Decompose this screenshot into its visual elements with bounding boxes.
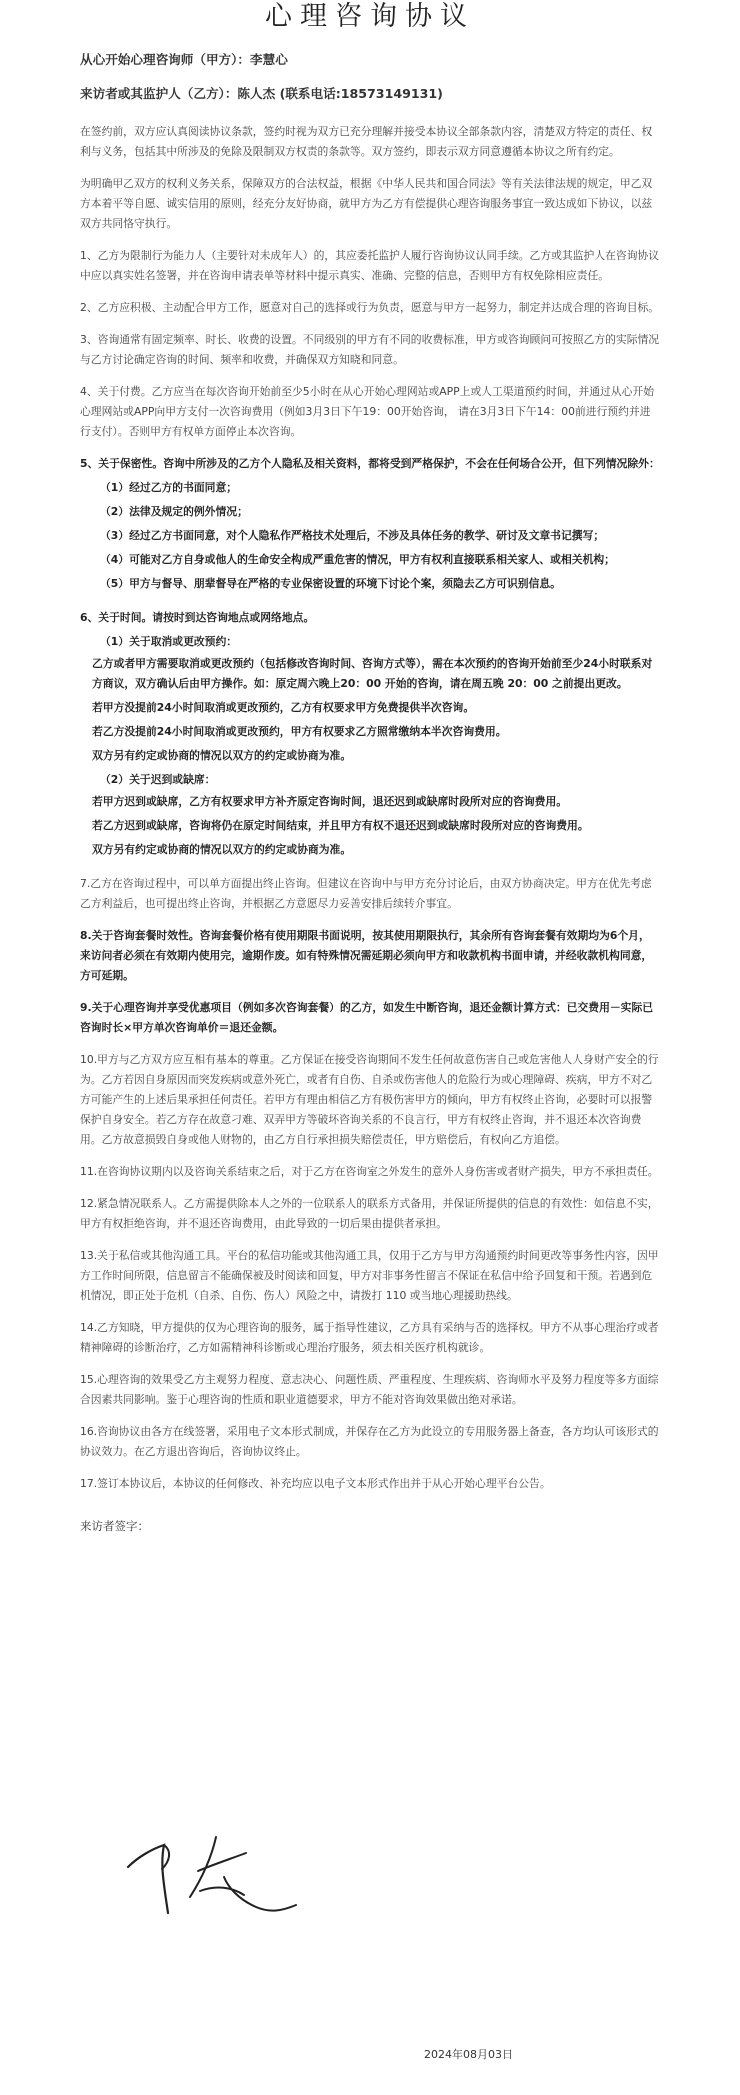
- clause-6-title: 6、关于时间。请按时到达咨询地点或网络地点。: [80, 611, 315, 624]
- intro-paragraph-2: 为明确甲乙双方的权利义务关系，保障双方的合法权益，根据《中华人民共和国合同法》等有关法律法规的规定，甲乙双方本着平等自愿、诚实信用的原则，经充分友好协商，就甲方为乙方有偿提供心理咨询服务事宜一致达成如下协议，以兹双方共同恪守执行。: [80, 177, 653, 230]
- clause-9: 9.关于心理咨询并享受优惠项目（例如多次咨询套餐）的乙方，如发生中断咨询，退还金额计算方式：已交费用－实际已咨询时长×甲方单次咨询单价＝退还金额。: [80, 1001, 654, 1034]
- clause-5-item: （3）经过乙方书面同意，对个人隐私作严格技术处理后，不涉及具体任务的教学、研讨及文章书记撰写；: [100, 529, 605, 542]
- clause-3: 3、咨询通常有固定频率、时长、收费的设置。不同级别的甲方有不同的收费标准，甲方或咨询顾问可按照乙方的实际情况与乙方讨论确定咨询的时间、频率和收费，并确保双方知晓和同意。: [80, 333, 660, 366]
- clause-6-sub-1-text: 若甲方没提前24小时间取消或更改预约，乙方有权要求甲方免费提供半次咨询。: [92, 701, 475, 714]
- clause-10: 10.甲方与乙方双方应互相有基本的尊重。乙方保证在接受咨询期间不发生任何故意伤害自己或危害他人人身财产安全的行为。乙方若因自身原因而突发疾病或意外死亡，或者有自伤、自杀或伤害他人的危险行为或心理障碍、疾病，甲方不对乙方可能产生的上述后果承担任何责任。若甲方有理由相信乙方有极伤害甲方的倾向，甲方有权终止咨询，必要时可以报警保护自身安全。若乙方存在故意刁难、双弄甲方等破坏咨询关系的不良言行，甲方有权终止咨询，并不退还本次咨询费用。乙方故意损毁自身或他人财物的，由乙方自行承担损失赔偿责任，甲方赔偿后，有权向乙方追偿。: [80, 1053, 659, 1146]
- clause-5-item: （4）可能对乙方自身或他人的生命安全构成严重危害的情况，甲方有权利直接联系相关家人、或相关机构；: [100, 553, 615, 566]
- clause-6-sub-2: （2）关于迟到或缺席：: [100, 773, 216, 786]
- clause-6-sub-1: （1）关于取消或更改预约：: [100, 635, 238, 648]
- clause-6-sub-2-text: 若乙方迟到或缺席，咨询将仍在原定时间结束，并且甲方有权不退还迟到或缺席时段所对应的咨询费用。: [92, 819, 589, 832]
- clause-15: 15.心理咨询的效果受乙方主观努力程度、意志决心、问题性质、严重程度、生理疾病、咨询师水平及努力程度等多方面综合因素共同影响。鉴于心理咨询的性质和职业道德要求，甲方不能对咨询效果做出绝对承诺。: [80, 1373, 659, 1406]
- clause-6-sub-1-text: 若乙方没提前24小时间取消或更改预约，甲方有权要求乙方照常缴纳本半次咨询费用。: [92, 725, 507, 738]
- clause-6-sub-1-text: 乙方或者甲方需要取消或更改预约（包括修改咨询时间、咨询方式等），需在本次预约的咨询开始前至少24小时联系对方商议，双方确认后由甲方操作。如：原定周六晚上20：00 开始的咨询，请在周五晚 20：00 之前提出更改。: [92, 657, 653, 690]
- intro-paragraph-1: 在签约前，双方应认真阅读协议条款，签约时视为双方已充分理解并接受本协议全部条款内容，清楚双方特定的责任、权利与义务，包括其中所涉及的免除及限制双方权责的条款等。双方签约，即表示双方同意遵循本协议之所有约定。: [80, 125, 653, 158]
- agreement-body: [80, 50, 660, 1536]
- clause-7: 7.乙方在咨询过程中，可以单方面提出终止咨询。但建议在咨询中与甲方充分讨论后，由双方协商决定。甲方在优先考虑乙方利益后，也可提出终止咨询，并根据乙方意愿尽力妥善安排后续转介事宜。: [80, 877, 652, 910]
- clause-13: 13.关于私信或其他沟通工具。平台的私信功能或其他沟通工具，仅用于乙方与甲方沟通预约时间更改等事务性内容，因甲方工作时间所限，信息留言不能确保被及时阅读和回复，甲方对非事务性留言不保证在私信中给予回复和干预。若遇到危机情况，即正处于危机（自杀、自伤、伤人）风险之中，请拨打 110 或当地心理援助热线。: [80, 1249, 659, 1302]
- clause-6-sub-2-text: 双方另有约定或协商的情况以双方的约定或协商为准。: [92, 843, 352, 856]
- clause-1: 1、乙方为限制行为能力人（主要针对未成年人）的，其应委托监护人履行咨询协议认同手续。乙方或其监护人在咨询协议中应以真实姓名签署，并在咨询申请表单等材料中提示真实、准确、完整的信息，否则甲方有权免除相应责任。: [80, 249, 660, 282]
- clause-6-sub-1-text: 双方另有约定或协商的情况以双方的约定或协商为准。: [92, 749, 352, 762]
- clause-14: 14.乙方知晓，甲方提供的仅为心理咨询的服务，属于指导性建议，乙方具有采纳与否的选择权。甲方不从事心理治疗或者精神障碍的诊断治疗，乙方如需精神科诊断或心理治疗服务，须去相关医疗机构就诊。: [80, 1321, 659, 1354]
- clause-5-item: （5）甲方与督导、朋辈督导在严格的专业保密设置的环境下讨论个案，须隐去乙方可识别信息。: [100, 577, 561, 590]
- handwritten-signature: [120, 1815, 320, 1925]
- clause-8: 8.关于咨询套餐时效性。咨询套餐价格有使用期限书面说明，按其使用期限执行，其余所有咨询套餐有效期均为6个月，来访问者必须在有效期内使用完，逾期作废。如有特殊情况需延期必须向甲方和收款机构书面申请，并经收款机构同意，方可延期。: [80, 929, 653, 982]
- party-b-line: 来访者或其监护人（乙方）：陈人杰 (联系电话:18573149131): [80, 86, 443, 101]
- clause-5-item: （1）经过乙方的书面同意；: [100, 481, 238, 494]
- page-title: 心理咨询协议: [265, 1, 475, 32]
- signature-label: 来访者签字：: [80, 1519, 149, 1533]
- clause-6-sub-2-text: 若甲方迟到或缺席，乙方有权要求甲方补齐原定咨询时间，退还迟到或缺席时段所对应的咨询费用。: [92, 795, 568, 808]
- clause-11: 11.在咨询协议期内以及咨询关系结束之后，对于乙方在咨询室之外发生的意外人身伤害或者财产损失，甲方不承担责任。: [80, 1165, 659, 1178]
- clause-5-title: 5、关于保密性。咨询中所涉及的乙方个人隐私及相关资料，都将受到严格保护，不会在任何场合公开，但下列情况除外：: [80, 457, 660, 470]
- signed-date: 2024年08月03日: [424, 2048, 513, 2061]
- clause-12: 12.紧急情况联系人。乙方需提供除本人之外的一位联系人的联系方式备用，并保证所提供的信息的有效性：如信息不实，甲方有权拒绝咨询，并不退还咨询费用，由此导致的一切后果由提供者承担。: [80, 1197, 659, 1230]
- clause-5-item: （2）法律及规定的例外情况；: [100, 505, 248, 518]
- clause-16: 16.咨询协议由各方在线签署，采用电子文本形式制成，并保存在乙方为此设立的专用服务器上备查，各方均认可该形式的协议效力。在乙方退出咨询后，咨询协议终止。: [80, 1425, 659, 1458]
- party-a-line: 从心开始心理咨询师（甲方）：李慧心: [80, 52, 288, 67]
- clause-2: 2、乙方应积极、主动配合甲方工作，愿意对自己的选择或行为负责，愿意与甲方一起努力，制定并达成合理的咨询目标。: [80, 301, 660, 314]
- clause-4: 4、关于付费。乙方应当在每次咨询开始前至少5小时在从心开始心理网站或APP上或人工渠道预约时间，并通过从心开始心理网站或APP向甲方支付一次咨询费用（例如3月3日下午19：00开始咨询， 请在3月3日下午14：00前进行预约并进行支付）。否则甲方有权单方面停止本次咨询。: [80, 385, 654, 438]
- clause-17: 17.签订本协议后，本协议的任何修改、补充均应以电子文本形式作出并于从心开始心理平台公告。: [80, 1477, 551, 1490]
